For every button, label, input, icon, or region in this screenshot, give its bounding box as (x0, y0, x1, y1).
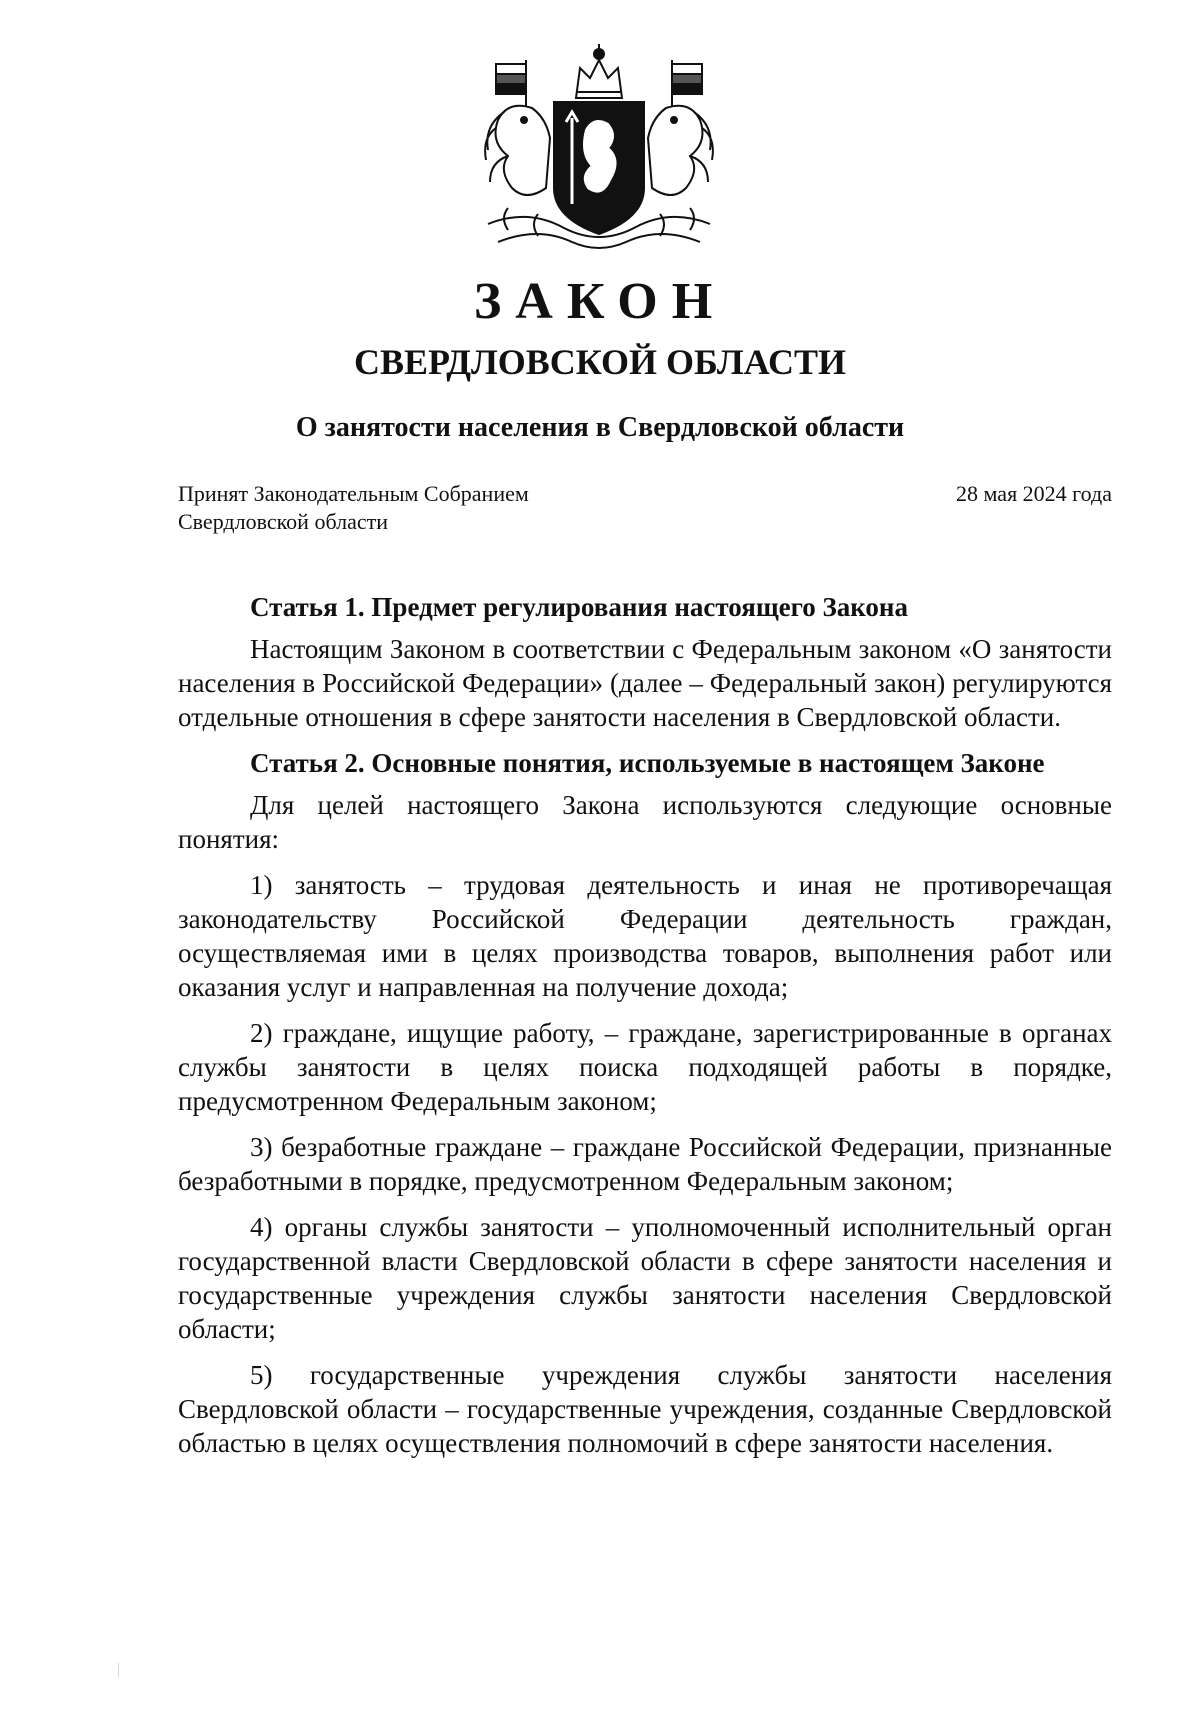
adoption-note-line-2: Свердловской области (178, 509, 388, 534)
article-1-paragraph: Настоящим Законом в соответствии с Федеральным законом «О занятости населения в Российской Федерации» (далее – Федеральный закон) регулируются отдельные отношения в сфере занятости населения в Свердловской области. (178, 634, 1112, 732)
definition-4: 4) органы службы занятости – уполномоченный исполнительный орган государственной власти Свердловской области в сфере занятости населения и государственные учреждения службы занятости населения Свердловской области; (178, 1212, 1112, 1344)
article-1-title: Статья 1. Предмет регулирования настоящего Закона (250, 592, 908, 622)
definition-2: 2) граждане, ищущие работу, – граждане, зарегистрированные в органах службы занятости в целях поиска подходящей работы в порядке, предусмотренном Федеральным законом; (178, 1018, 1112, 1116)
document-subtitle: СВЕРДЛОВСКОЙ ОБЛАСТИ (354, 342, 846, 382)
sverdlovsk-coat-of-arms-icon (468, 38, 730, 260)
definition-1: 1) занятость – трудовая деятельность и иная не противоречащая законодательству Российской Федерации деятельность граждан, осуществляемая ими в целях производства товаров, выполнения работ или оказания услуг и направленная на получение дохода; (178, 870, 1112, 1002)
article-2-title: Статья 2. Основные понятия, используемые в настоящем Законе (250, 748, 1045, 778)
adoption-note (178, 480, 678, 536)
article-2-intro: Для целей настоящего Закона используются следующие основные понятия: (178, 790, 1112, 854)
document-body (178, 590, 1112, 1472)
definition-3: 3) безработные граждане – граждане Российской Федерации, признанные безработными в порядке, предусмотренном Федеральным законом; (178, 1132, 1112, 1196)
adoption-date: 28 мая 2024 года (956, 481, 1112, 506)
definition-5: 5) государственные учреждения службы занятости населения Свердловской области – государственные учреждения, созданные Свердловской областью в целях осуществления полномочий в сфере занятости населения. (178, 1360, 1112, 1458)
document-title: ЗАКОН (473, 273, 727, 330)
adoption-note-line-1: Принят Законодательным Собранием (178, 481, 529, 506)
law-name: О занятости населения в Свердловской области (295, 412, 905, 443)
scan-artifact (118, 1663, 119, 1677)
